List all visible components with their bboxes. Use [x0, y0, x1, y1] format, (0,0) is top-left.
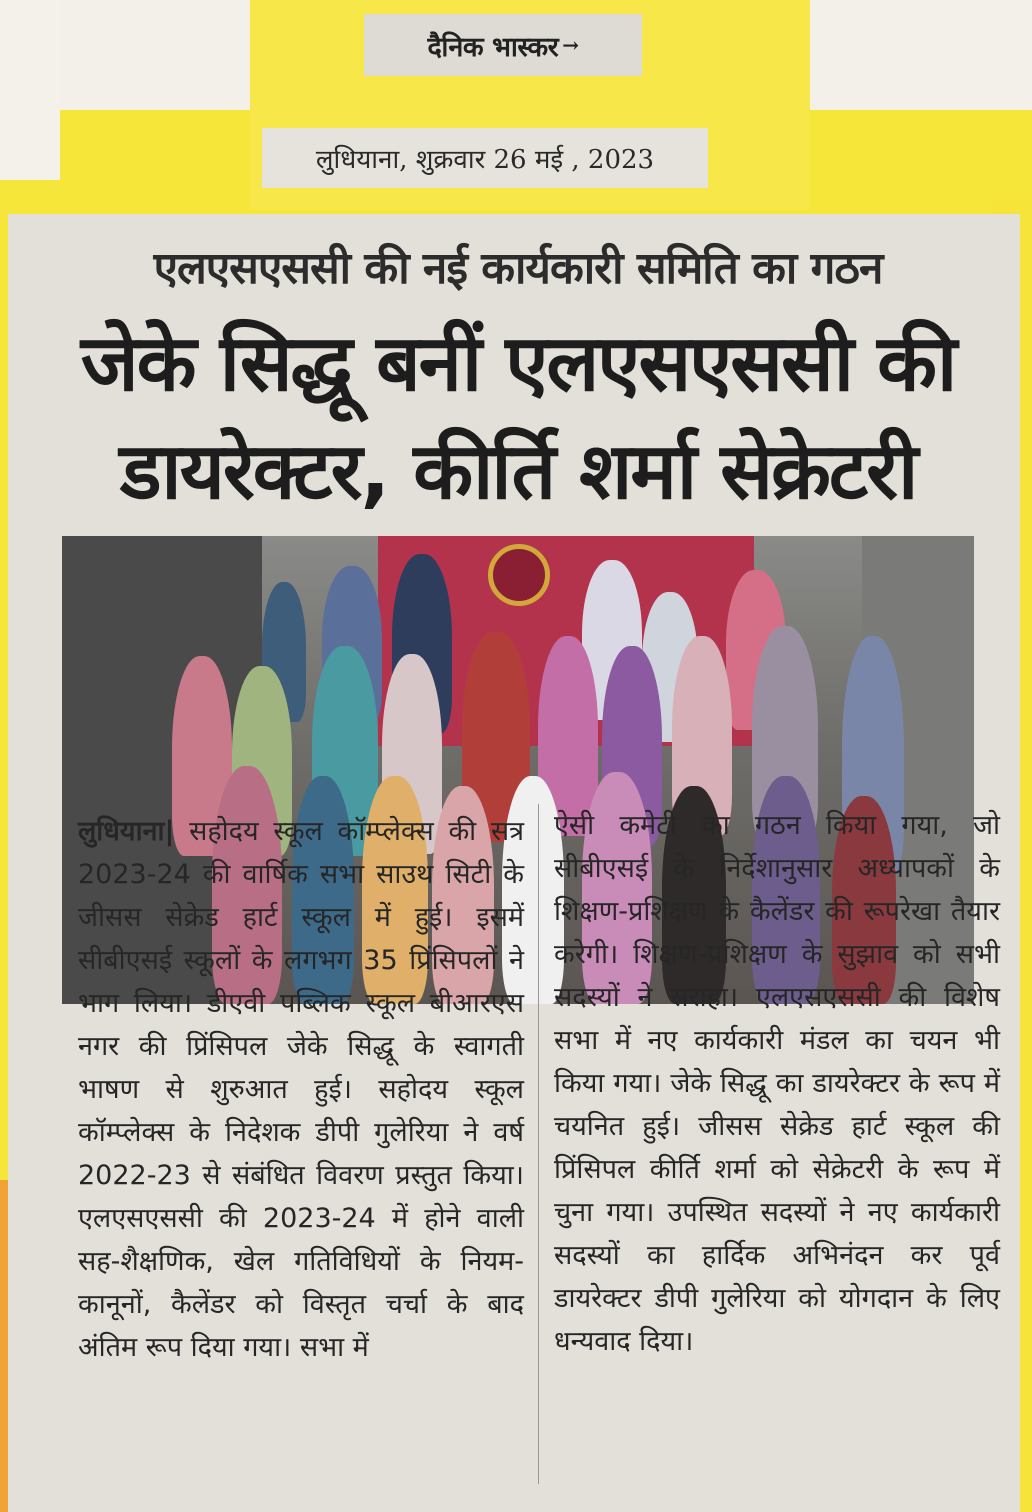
- column-divider: [538, 804, 539, 1484]
- newspaper-masthead: [364, 14, 642, 76]
- article-clipping: [8, 214, 1020, 1512]
- article-kicker: एलएसएससी की नई कार्यकारी समिति का गठन: [153, 243, 883, 294]
- article-dateline: लुधियाना|: [78, 816, 175, 847]
- background-paper-left: [0, 0, 60, 180]
- article-column-1-text: सहोदय स्कूल कॉम्प्लेक्स की सत्र 2023-24 की वार्षिक सभा साउथ सिटी के जीसस सेक्रेड हार्ट स्कूल में हुई। इसमें सीबीएसई स्कूलों के लगभग 35 प्रिंसिपलों ने भाग लिया। डीएवी पब्लिक स्कूल बीआरएस नगर की प्रिंसिपल जेके सिद्धू के स्वागती भाषण से शुरुआत हुई। सहोदय स्कूल कॉम्प्लेक्स के निदेशक डीपी गुलेरिया ने वर्ष 2022-23 से संबंधित विवरण प्रस्तुत किया। एलएसएससी की 2023-24 में होने वाली सह-शैक्षणिक, खेल गतिविधियों के नियम-कानूनों, कैलेंडर को विस्तृत चर्चा के बाद अंतिम रूप दिया गया। सभा में: [78, 816, 524, 1363]
- article-column-1: [78, 810, 524, 1369]
- masthead-name: दैनिक भास्कर: [427, 31, 559, 63]
- article-column-2: ऐसी कमेटी का गठन किया गया, जो सीबीएसई के निर्देशानुसार अध्यापकों के शिक्षण-प्रशिक्षण के कैलेंडर की रूपरेखा तैयार करेगी। शिक्षण-प्रशिक्षण के सुझाव को सभी सदस्यों ने सराहा। एलएसएससी की विशेष सभा में नए कार्यकारी मंडल का चयन भी किया गया। जेके सिद्धू का डायरेक्टर के रूप में चयनित हुई। जीसस सेक्रेड हार्ट स्कूल की प्रिंसिपल कीर्ति शर्मा को सेक्रेटरी के रूप में चुना गया। उपस्थित सदस्यों ने नए कार्यकारी सदस्यों का हार्दिक अभिनंदन कर पूर्व डायरेक्टर डीपी गुलेरिया को योगदान के लिए धन्यवाद दिया।: [554, 810, 1000, 1357]
- dateline-text: लुधियाना, शुक्रवार 26 मई , 2023: [315, 145, 655, 175]
- masthead-arrow-icon: →: [562, 33, 579, 57]
- newspaper-dateline: [262, 128, 708, 188]
- article-headline: जेके सिद्धू बनीं एलएसएससी की डायरेक्टर, कीर्ति शर्मा सेक्रेटरी: [80, 319, 956, 517]
- photo-emblem-icon: [488, 544, 550, 606]
